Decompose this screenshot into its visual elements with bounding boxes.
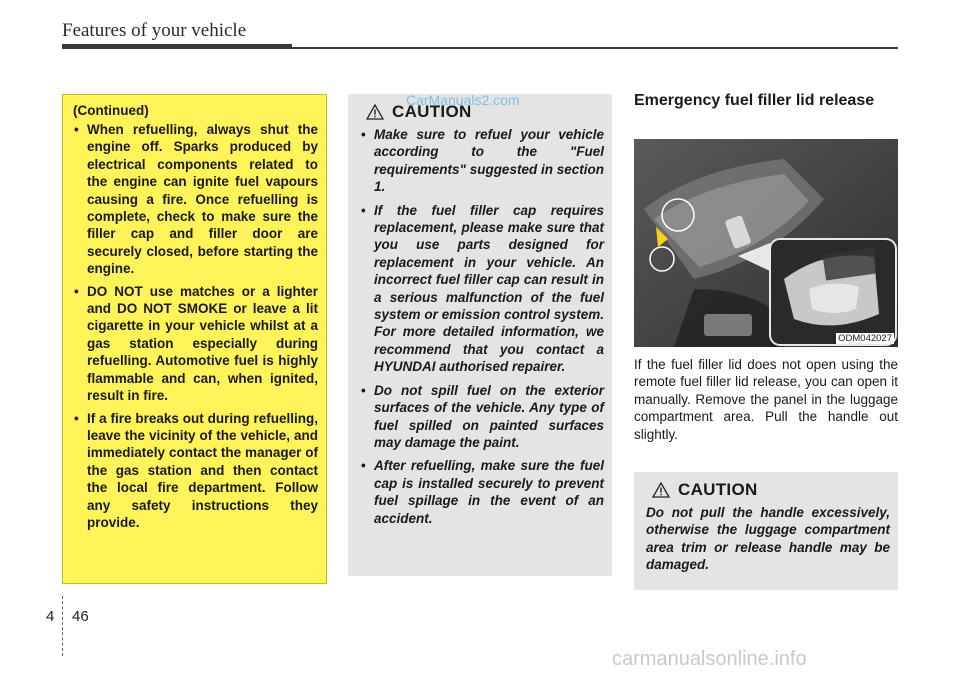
page-header-title: Features of your vehicle — [62, 20, 247, 41]
chapter-number: 4 — [46, 608, 55, 625]
header-rule-thin — [292, 47, 898, 49]
caution-title: CAUTION — [678, 480, 758, 499]
warning-triangle-icon — [366, 104, 384, 120]
continued-label: (Continued) — [73, 103, 149, 118]
warning-item: • When refuelling, always shut the engine off. Sparks produced by electrical components related to the engine can ignite fuel vapours causing a fire. Once refuelling is complete, check to make sure the filler cap and filler door are securely closed, before starting the engine. — [73, 121, 318, 278]
warning-continued-panel — [62, 94, 327, 584]
fuel-lid-photo — [634, 139, 898, 347]
photo-caption: ODM042027 — [838, 333, 892, 344]
header-rule-thick — [62, 44, 292, 49]
caution-heading — [652, 480, 890, 500]
warning-list — [73, 121, 318, 531]
warning-item: • If a fire breaks out during refuelling, leave the vicinity of the vehicle, and immediately contact the manager of the gas station and then contact the local fire department. Follow any safety instructions they provide. — [73, 410, 318, 532]
caution-item: • After refuelling, make sure the fuel cap is installed securely to prevent fuel spillage in the event of an accident. — [360, 457, 604, 527]
caution-item: • Do not spill fuel on the exterior surfaces of the vehicle. Any type of fuel spilled on painted surfaces may damage the paint. — [360, 382, 604, 452]
caution-text: Do not pull the handle excessively, otherwise the luggage compartment area trim or release handle may be damaged. — [646, 505, 890, 573]
caution-list — [360, 126, 604, 527]
section-title: Emergency fuel filler lid release — [634, 92, 875, 109]
caution-panel-1 — [348, 94, 612, 576]
caution-panel-2 — [634, 472, 898, 590]
footer-watermark: carmanualsonline.info — [612, 648, 807, 670]
warning-triangle-icon — [652, 482, 670, 498]
page-number: 46 — [72, 608, 89, 625]
fuel-lid-illustration — [634, 139, 898, 347]
warning-item: • DO NOT use matches or a lighter and DO NOT SMOKE or leave a lit cigarette in your vehicle whilst at a gas station especially during refuelling. Automotive fuel is highly flammable and can, when ignited, result in fire. — [73, 283, 318, 405]
caution-item: • Make sure to refuel your vehicle according to the "Fuel requirements" suggested in section 1. — [360, 126, 604, 196]
watermark-text: CarManuals2.com — [406, 92, 520, 108]
footer-divider — [62, 596, 64, 656]
section-body-text: If the fuel filler lid does not open using the remote fuel filler lid release, you can open it manually. Remove the panel in the luggage compartment area. Pull the handle out slightly. — [634, 357, 898, 442]
caution-title: CAUTION — [392, 102, 472, 121]
caution-item: • If the fuel filler cap requires replacement, please make sure that you use parts designed for replacement in your vehicle. An incorrect fuel filler cap can result in a serious malfunction of the fuel system or emission control system. For more detailed information, we recommend that you contact a HYUNDAI authorised repairer. — [360, 202, 604, 376]
